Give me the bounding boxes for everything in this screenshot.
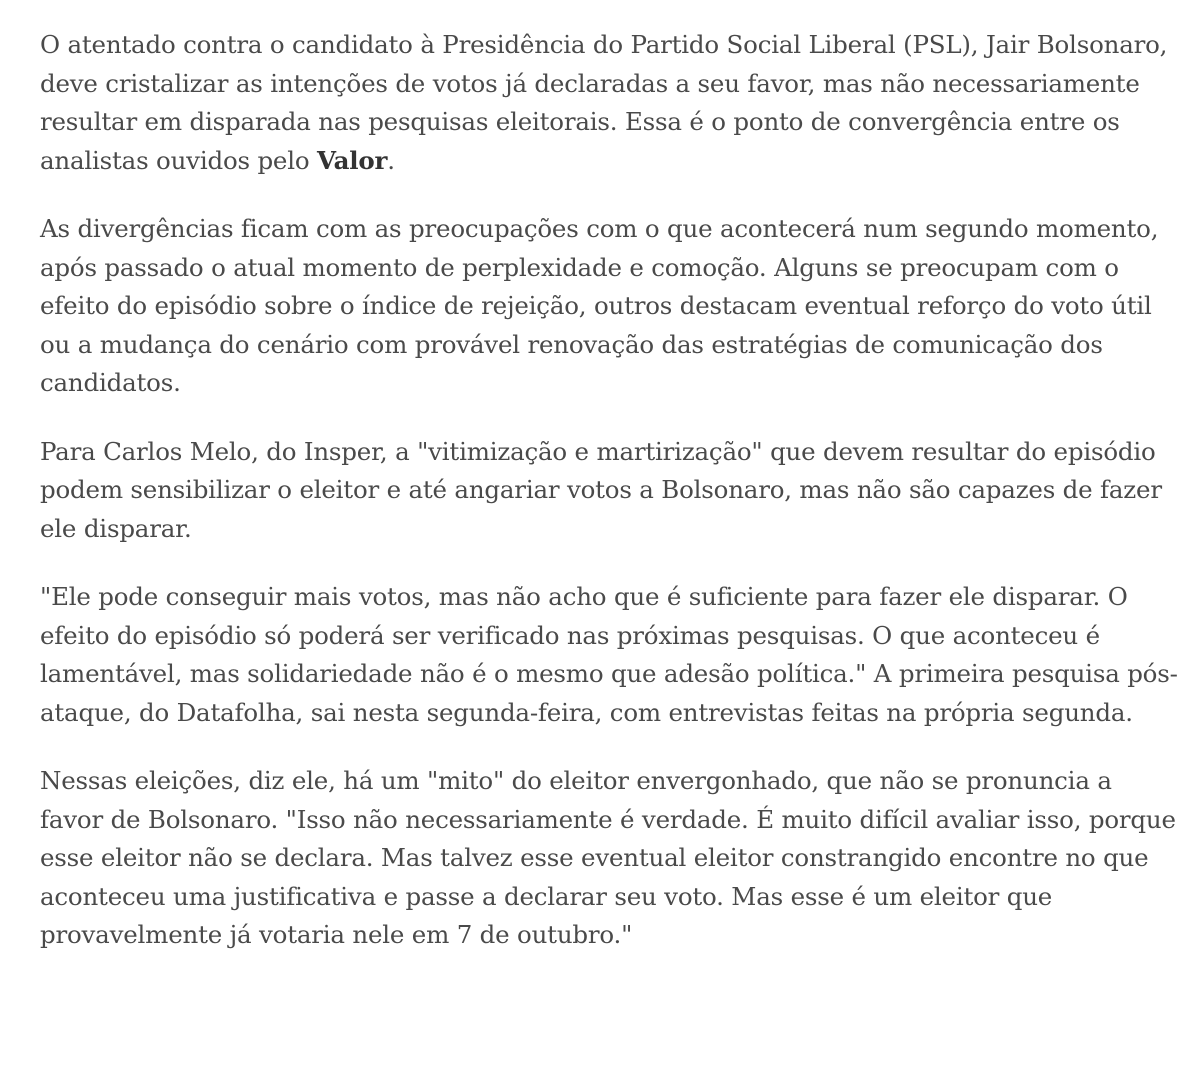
- paragraph-2: As divergências ficam com as preocupações com o que acontecerá num segundo momento, após passado o atual momento de perplexidade e comoção. Alguns se preocupam com o efeito do episódio sobre o índice de rejeição, outros destacam eventual reforço do voto útil ou a mudança do cenário com provável renovação das estratégias de comunicação dos candidatos.: [40, 214, 1159, 397]
- paragraph-4: "Ele pode conseguir mais votos, mas não acho que é suficiente para fazer ele disparar. O efeito do episódio só poderá ser verificado nas próximas pesquisas. O que aconteceu é lamentável, mas solidariedade não é o mesmo que adesão política." A primeira pesquisa pós-ataque, do Datafolha, sai nesta segunda-feira, com entrevistas feitas na própria segunda.: [40, 582, 1178, 727]
- paragraph-5: Nessas eleições, diz ele, há um "mito" do eleitor envergonhado, que não se pronuncia a favor de Bolsonaro. "Isso não necessariamente é verdade. É muito difícil avaliar isso, porque esse eleitor não se declara. Mas talvez esse eventual eleitor constrangido encontre no que aconteceu uma justificativa e passe a declarar seu voto. Mas esse é um eleitor que provavelmente já votaria nele em 7 de outubro.": [40, 766, 1176, 949]
- article-body: [40, 26, 1180, 985]
- paragraph-1-end: .: [387, 145, 395, 175]
- paragraph-1: [40, 26, 1180, 180]
- paragraph-3: Para Carlos Melo, do Insper, a "vitimização e martirização" que devem resultar do episódio podem sensibilizar o eleitor e até angariar votos a Bolsonaro, mas não são capazes de fazer ele disparar.: [40, 436, 1162, 543]
- paragraph-1-text: O atentado contra o candidato à Presidência do Partido Social Liberal (PSL), Jair Bolsonaro, deve cristalizar as intenções de votos já declaradas a seu favor, mas não necessariamente resultar em disparada nas pesquisas eleitorais. Essa é o ponto de convergência entre os analistas ouvidos pelo: [40, 30, 1168, 175]
- publication-name: Valor: [317, 145, 388, 175]
